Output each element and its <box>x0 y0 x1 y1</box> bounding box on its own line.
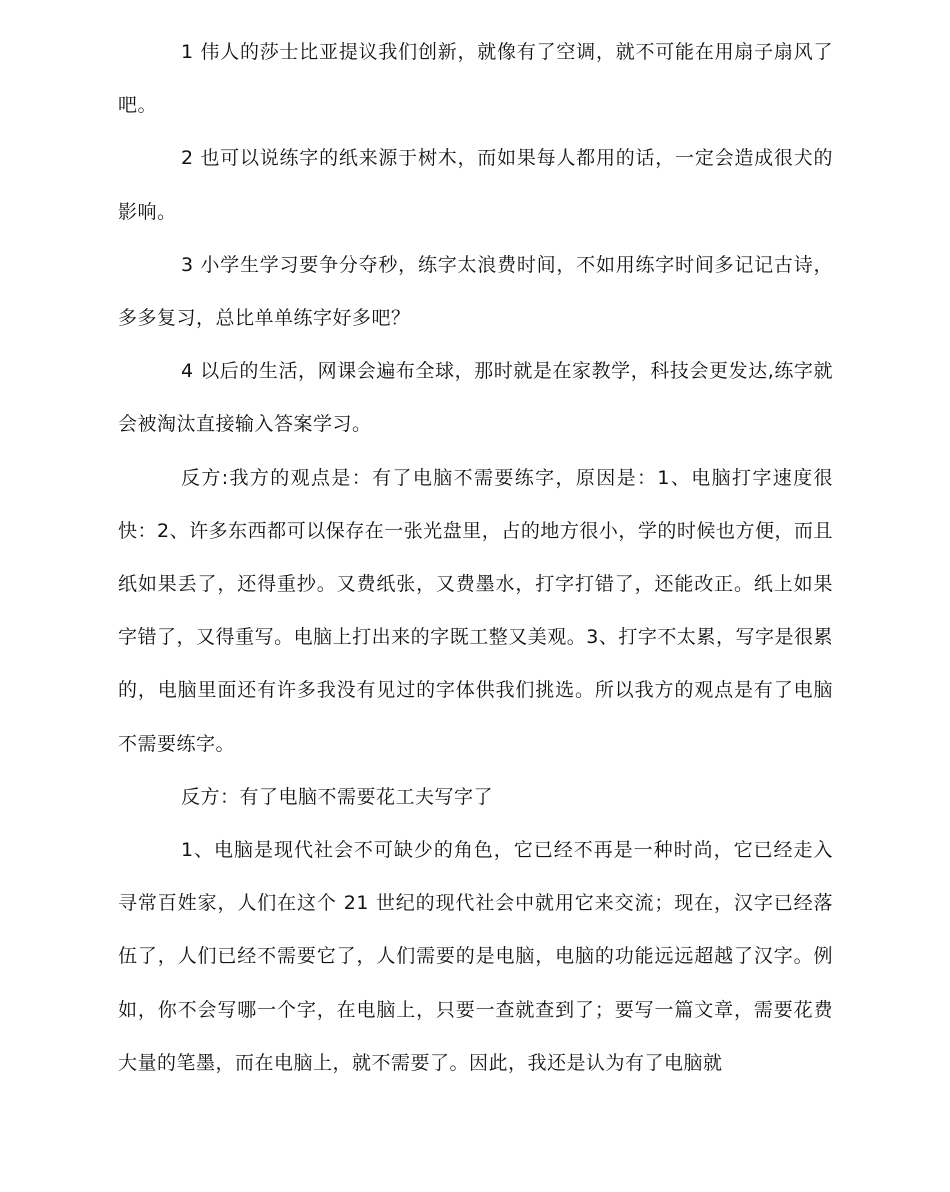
paragraph-opposition-view: 反方:我方的观点是：有了电脑不需要练字，原因是：1、电脑打字速度很快：2、许多东西都可以保存在一张光盘里，占的地方很小，学的时候也方便，而且纸如果丢了，还得重抄。又费纸张，又费墨水，打字打错了，还能改正。纸上如果字错了，又得重写。电脑上打出来的字既工整又美观。3、打字不太累，写字是很累的，电脑里面还有许多我没有见过的字体供我们挑选。所以我方的观点是有了电脑不需要练字。 <box>118 466 833 755</box>
paragraph-2: 2 也可以说练字的纸来源于树木，而如果每人都用的话，一定会造成很犬的影响。 <box>118 147 833 223</box>
paragraph-opposition-point-1: 1、电脑是现代社会不可缺少的角色，它已经不再是一种时尚，它已经走入寻常百姓家，人们在这个 21 世纪的现代社会中就用它来交流；现在，汉字已经落伍了，人们已经不需要它了，人们需要的是电脑，电脑的功能远远超越了汉字。例如，你不会写哪一个字，在电脑上，只要一查就查到了；要写一篇文章，需要花费大量的笔墨，而在电脑上，就不需要了。因此，我还是认为有了电脑就 <box>118 839 833 1074</box>
paragraph-3: 3 小学生学习要争分夺秒，练字太浪费时间，不如用练字时间多记记古诗，多多复习，总比单单练字好多吧？ <box>118 253 833 330</box>
paragraph-1: 1 伟人的莎士比亚提议我们创新，就像有了空调，就不可能在用扇子扇风了吧。 <box>118 41 833 117</box>
document-body <box>118 26 833 1090</box>
paragraph-opposition-heading: 反方：有了电脑不需要花工夫写字了 <box>181 785 494 808</box>
paragraph-4: 4 以后的生活，网课会遍布全球，那时就是在家教学，科技会更发达,练字就会被淘汰直接输入答案学习。 <box>118 360 833 436</box>
